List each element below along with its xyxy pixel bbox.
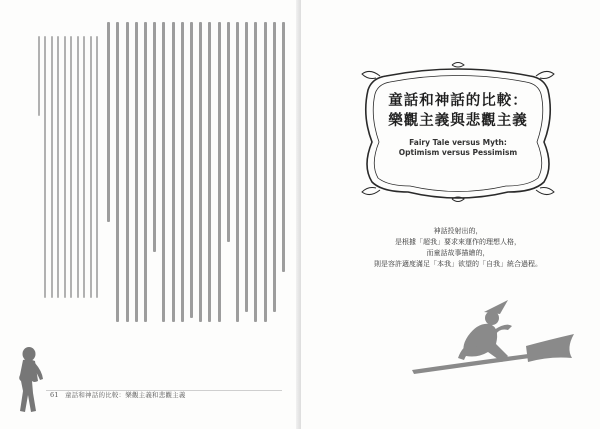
note-text-column	[57, 36, 59, 298]
page-number: 61	[50, 391, 59, 399]
body-text-column	[199, 22, 202, 322]
note-text-column	[77, 36, 79, 298]
body-text-column	[135, 22, 138, 322]
body-text-column	[208, 22, 211, 322]
body-text-column	[282, 22, 285, 272]
body-text-column	[273, 22, 276, 312]
note-text-column	[83, 36, 85, 298]
body-text-column	[227, 22, 230, 242]
epigraph-line: 而童話故事描繪的，	[426, 249, 490, 257]
running-head: 童話和神話的比較：樂觀主義和悲觀主義	[64, 391, 186, 399]
note-text-column	[44, 36, 46, 298]
body-text-column	[116, 22, 119, 322]
chapter-title-en-line1: Fairy Tale versus Myth:	[409, 138, 507, 147]
body-text-column	[245, 22, 248, 312]
chapter-title-zh-line2: 樂觀主義與悲觀主義	[388, 113, 528, 129]
epigraph-line: 是根據「超我」要求來運作的理想人格，	[395, 238, 521, 246]
body-text-column	[181, 22, 184, 322]
body-text-column	[236, 22, 239, 322]
witch-on-broom-illustration	[408, 296, 578, 392]
child-silhouette-illustration	[12, 345, 46, 415]
body-text-column	[264, 22, 267, 322]
note-text-column	[64, 36, 66, 298]
note-text-column	[96, 36, 98, 298]
epigraph-line: 則是容許適度滿足「本我」欲望的「自我」統合過程。	[374, 260, 542, 268]
body-text-column	[153, 22, 156, 252]
body-text-column	[126, 22, 129, 322]
body-text-column	[107, 22, 110, 222]
body-text-column	[254, 22, 257, 322]
body-text-column	[218, 22, 221, 322]
chapter-title-plaque	[358, 58, 558, 206]
note-text-column	[70, 36, 72, 298]
body-text-column	[162, 22, 165, 322]
note-text-column	[51, 36, 53, 298]
body-text-column	[190, 22, 193, 318]
ornamental-frame	[358, 58, 558, 206]
note-text-column	[90, 36, 92, 298]
left-page	[0, 0, 299, 429]
page-footer	[50, 390, 186, 399]
body-text-column	[172, 22, 175, 322]
note-text-column	[38, 36, 40, 116]
chapter-title-en-line2: Optimism versus Pessimism	[398, 148, 518, 157]
chapter-title-zh-line1: 童話和神話的比較：	[388, 93, 528, 109]
epigraph-line: 神話投射出的，	[433, 227, 483, 235]
body-text-column	[144, 22, 147, 322]
